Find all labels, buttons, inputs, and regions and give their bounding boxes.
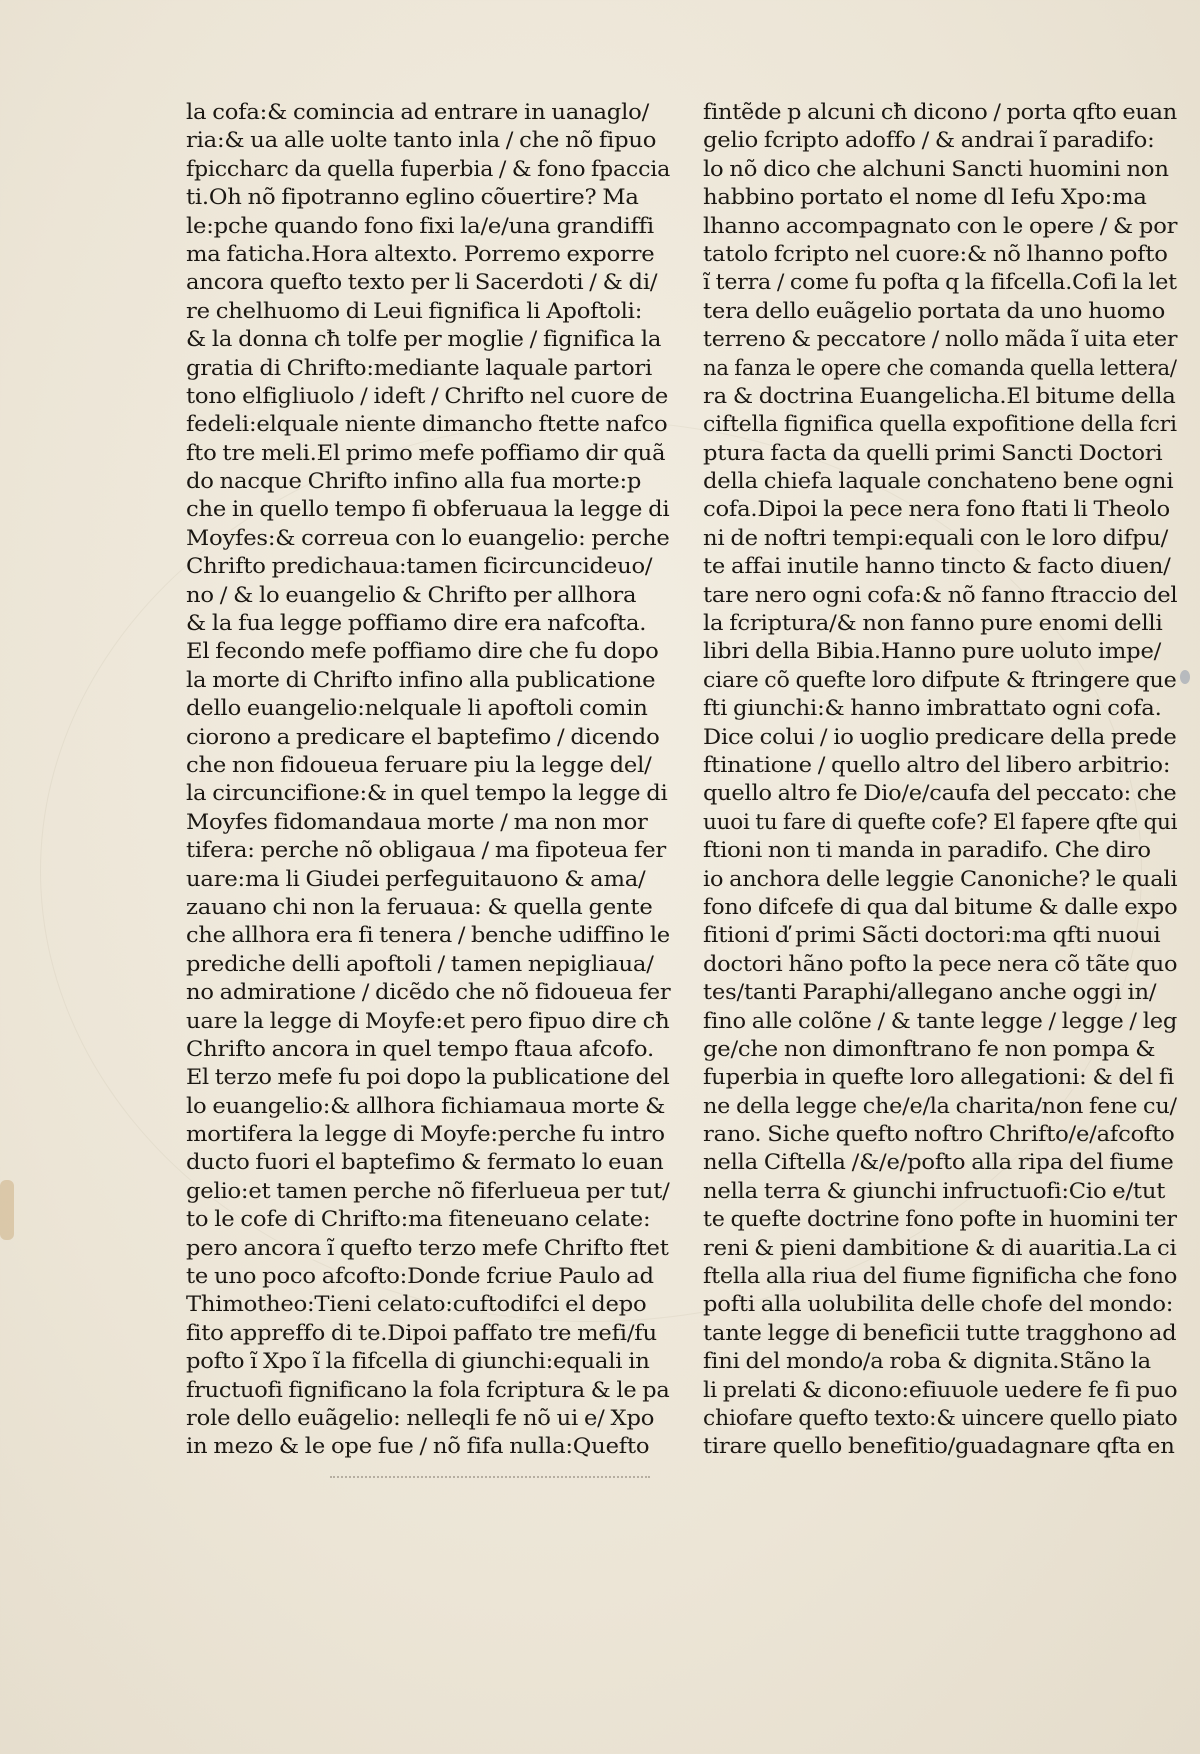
text-line: ftinatione / quello altro del libero arbitrio: (703, 752, 1171, 777)
text-line: El fecondo mefe poffiamo dire che fu dopo (186, 639, 659, 664)
text-line: cofa.Dipoi la pece nera fono ftati li Theolo (703, 497, 1170, 522)
text-line: tes/tanti Paraphi/allegano anche oggi in/ (703, 980, 1157, 1005)
text-line: fructuofi fignificano la fola fcriptura & le pa (186, 1377, 670, 1402)
text-line: che non fidoueua feruare piu la legge del/ (186, 752, 652, 777)
text-line: dello euangelio:nelquale li apoftoli comin (186, 696, 648, 721)
text-line: ria:& ua alle uolte tanto inla / che nõ fipuo (186, 128, 657, 153)
text-line: Chrifto predichaua:tamen ficircuncideuo/ (186, 554, 653, 579)
text-line: ni de noftri tempi:equali con le loro difpu/ (703, 525, 1169, 550)
text-line: la circuncifione:& in quel tempo la legge di (186, 781, 668, 806)
text-line: fti giunchi:& hanno imbrattato ogni cofa. (703, 696, 1162, 721)
text-line: le:pche quando fono fixi la/e/una grandiffi (186, 213, 654, 238)
text-line: fini del mondo/a roba & dignita.Stãno la (703, 1349, 1151, 1374)
text-line: ducto fuori el baptefimo & fermato lo euan (186, 1150, 664, 1175)
text-line: ftioni non ti manda in paradifo. Che diro (703, 838, 1151, 863)
text-line: & la donna cħ tolfe per moglie / fignifica la (186, 327, 662, 352)
text-line: fintẽde p alcuni cħ dicono / porta qfto euan (703, 100, 1178, 124)
text-line: prediche delli apoftoli / tamen nepigliaua/ (186, 951, 654, 976)
text-line: mortifera la legge di Moyfe:perche fu intro (186, 1122, 665, 1147)
text-line: tifera: perche nõ obligaua / ma fipoteua fer (186, 838, 667, 863)
text-line: la morte di Chrifto infino alla publicatione (186, 667, 656, 692)
text-line: io anchora delle leggie Canoniche? le quali (703, 866, 1178, 891)
text-line: Moyfes fidomandaua morte / ma non mor (186, 809, 648, 834)
text-line: la cofa:& comincia ad entrare in uanaglo/ (186, 100, 649, 124)
text-line: ftella alla riua del fiume fignificha che fono (703, 1264, 1178, 1289)
text-line: fino alle colõne / & tante legge / legge / leg (703, 1008, 1178, 1033)
text-line: fitioni ď primi Sãcti doctori:ma qfti nuoui (703, 923, 1161, 948)
text-line: libri della Bibia.Hanno pure uoluto impe/ (703, 639, 1162, 664)
text-line: role dello euãgelio: nelleqli fe nõ ui e/ Xpo (186, 1405, 655, 1430)
text-line: che in quello tempo fi obferuaua la legge di (186, 497, 670, 522)
text-line: ne della legge che/e/la charita/non fene cu/ (703, 1093, 1177, 1118)
text-line: ciare cõ quefte loro difpute & ftringere que (703, 667, 1177, 692)
text-line: reni & pieni dambitione & di auaritia.La ci (703, 1235, 1177, 1260)
page-mark (330, 1476, 650, 1482)
text-line: pofto ĩ Xpo ĩ la fifcella di giunchi:equali in (186, 1349, 650, 1374)
text-line: terreno & peccatore / nollo mãda ĩ uita eter (703, 327, 1178, 352)
text-line: ti.Oh nõ fipotranno eglino cõuertire? Ma (186, 185, 639, 210)
text-line: to le cofe di Chrifto:ma fiteneuano celate: (186, 1207, 651, 1232)
text-line: lhanno accompagnato con le opere / & por (703, 213, 1178, 238)
text-line: lo nõ dico che alchuni Sancti huomini non (703, 156, 1169, 181)
text-line: lo euangelio:& allhora fichiamaua morte & (186, 1093, 666, 1118)
text-line: uare:ma li Giudei perfeguitauono & ama/ (186, 866, 646, 891)
text-line: te quefte doctrine fono pofte in huomini ter (703, 1207, 1177, 1232)
text-line: Thimotheo:Tieni celato:cuftodifci el depo (186, 1292, 647, 1317)
text-line: & la fua legge poffiamo dire era nafcofta. (186, 611, 647, 636)
text-line: nella Ciftella /&/e/pofto alla ripa del fiume (703, 1150, 1174, 1175)
text-line: tono elfigliuolo / ideft / Chrifto nel cuore de (186, 383, 669, 408)
text-line: ciorono a predicare el baptefimo / dicendo (186, 724, 660, 749)
text-line: la fcriptura/& non fanno pure enomi delli (703, 611, 1163, 636)
text-line: gelio:et tamen perche nõ fiferlueua per tut/ (186, 1178, 670, 1203)
text-line: tare nero ogni cofa:& nõ fanno ftraccio del (703, 582, 1178, 607)
text-line: Dice colui / io uoglio predicare della prede (703, 724, 1177, 749)
text-line: ancora quefto texto per li Sacerdoti / & di/ (186, 270, 658, 295)
text-line: zauano chi non la feruaua: & quella gente (186, 894, 653, 919)
text-line: habbino portato el nome dl Iefu Xpo:ma (703, 185, 1147, 210)
text-line: fono difcefe di qua dal bitume & dalle expo (703, 894, 1178, 919)
text-line: ptura facta da quelli primi Sancti Doctori (703, 440, 1163, 465)
text-line: tera dello euãgelio portata da uno huomo (703, 298, 1166, 323)
text-line: Chrifto ancora in quel tempo ftaua afcofo. (186, 1036, 654, 1061)
text-line: pero ancora ĩ quefto terzo mefe Chrifto ftet (186, 1235, 669, 1260)
right-text-column (703, 98, 1177, 1461)
text-line: uare la legge di Moyfe:et pero fipuo dire cħ (186, 1008, 670, 1033)
edge-stain (0, 1180, 14, 1240)
text-line: do nacque Chrifto infino alla fua morte:p (186, 469, 642, 494)
text-line: na fanza le opere che comanda quella lettera/ (703, 355, 1177, 380)
text-line: ra & doctrina Euangelicha.El bitume della (703, 383, 1176, 408)
text-line: nella terra & giunchi infructuofi:Cio e/tut (703, 1178, 1166, 1203)
text-line: gratia di Chrifto:mediante laquale partori (186, 355, 653, 380)
text-line: in mezo & le ope fue / nõ fifa nulla:Quefto (186, 1434, 650, 1459)
text-line: fito appreffo di te.Dipoi paffato tre mefi/fu (186, 1320, 657, 1345)
text-line: fpiccharc da quella fuperbia / & fono fpaccia (186, 156, 671, 181)
text-line: ciftella fignifica quella expofitione della fcri (703, 412, 1177, 437)
text-line: che allhora era fi tenera / benche udiffino le (186, 923, 670, 948)
text-line: tatolo fcripto nel cuore:& nõ lhanno pofto (703, 241, 1168, 266)
text-line: fedeli:elquale niente dimancho ftette nafco (186, 412, 668, 437)
text-line: rano. Siche quefto noftro Chrifto/e/afcofto (703, 1122, 1175, 1147)
text-line: uuoi tu fare di quefte cofe? El fapere qfte qui (703, 809, 1178, 834)
text-line: no / & lo euangelio & Chrifto per allhora (186, 582, 637, 607)
text-line: ma faticha.Hora altexto. Porremo exporre (186, 241, 655, 266)
text-line: pofti alla uolubilita delle chofe del mondo: (703, 1292, 1174, 1317)
text-line: re chelhuomo di Leui fignifica li Apoftoli: (186, 298, 643, 323)
text-line: li prelati & dicono:efiuuole uedere fe fi puo (703, 1377, 1178, 1402)
text-line: quello altro fe Dio/e/caufa del peccato: che (703, 781, 1177, 806)
text-line: tirare quello benefitio/guadagnare qfta en (703, 1434, 1175, 1459)
text-line: ge/che non dimonftrano fe non pompa & (703, 1036, 1156, 1061)
text-line: tante legge di beneficii tutte tragghono ad (703, 1320, 1177, 1345)
left-text-column (186, 98, 670, 1461)
text-line: fto tre meli.El primo mefe poffiamo dir quã (186, 440, 666, 465)
text-line: ĩ terra / come fu pofta q la fifcella.Cofi la let (703, 270, 1177, 295)
text-line: fuperbia in quefte loro allegationi: & del fi (703, 1065, 1175, 1090)
text-line: chiofare quefto texto:& uincere quello piato (703, 1405, 1178, 1430)
text-line: Moyfes:& correua con lo euangelio: perche (186, 525, 670, 550)
text-line: te uno poco afcofto:Donde fcriue Paulo ad (186, 1264, 654, 1289)
text-line: El terzo mefe fu poi dopo la publicatione del (186, 1065, 670, 1090)
text-line: della chiefa laquale conchateno bene ogni (703, 469, 1174, 494)
text-line: gelio fcripto adoffo / & andrai ĩ paradifo: (703, 128, 1155, 153)
text-line: te affai inutile hanno tincto & facto diuen/ (703, 554, 1171, 579)
text-line: doctori hãno pofto la pece nera cõ tãte quo (703, 951, 1178, 976)
text-line: no admiratione / dicẽdo che nõ fidoueua fer (186, 980, 671, 1005)
